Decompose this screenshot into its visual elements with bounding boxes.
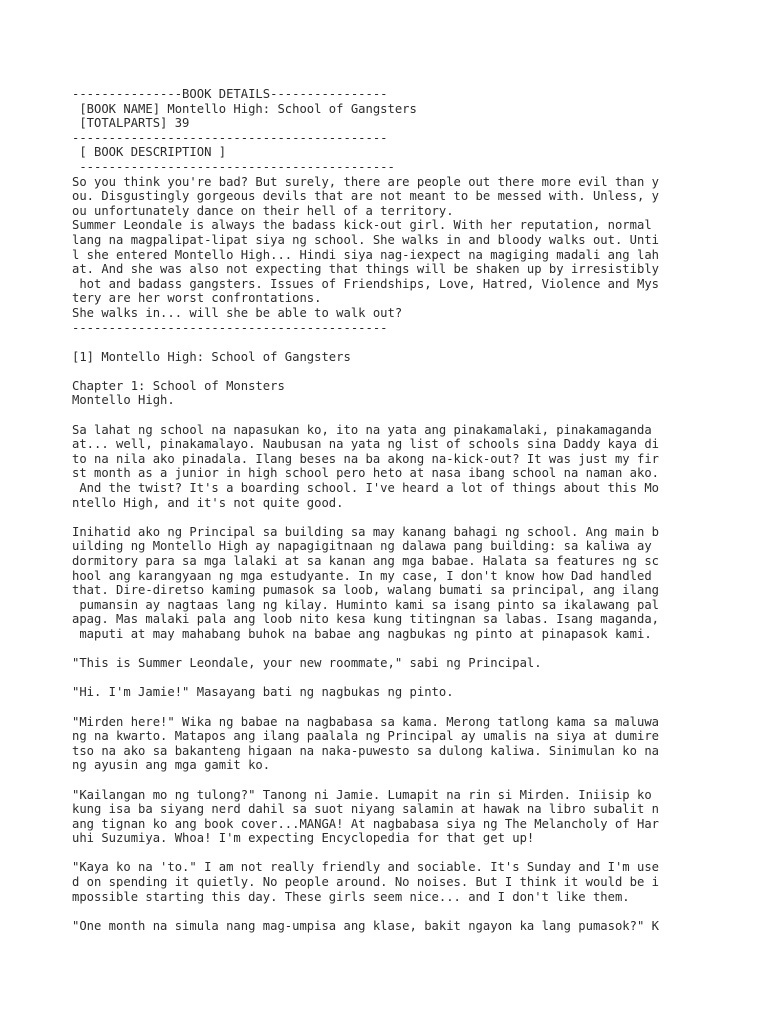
text-line: "Kailangan mo ng tulong?" Tanong ni Jamie. Lumapit na rin si Mirden. Iniisip ko <box>72 787 652 802</box>
text-line: Summer Leondale is always the badass kick-out girl. With her reputation, normal <box>72 218 652 233</box>
text-block <box>72 656 692 671</box>
document-page <box>72 87 692 933</box>
text-line: [1] Montello High: School of Gangsters <box>72 349 351 364</box>
text-block <box>72 350 692 365</box>
text-line: [TOTALPARTS] 39 <box>72 116 190 131</box>
text-line: Inihatid ako ng Principal sa building sa may kanang bahagi ng school. Ang main b <box>72 524 659 539</box>
paragraph-gap <box>72 510 692 525</box>
paragraph-gap <box>72 904 692 919</box>
text-line: dormitory para sa mga lalaki at sa kanan ang mga babae. Halata sa features ng sc <box>72 554 659 568</box>
paragraph-gap <box>72 671 692 686</box>
text-line: [BOOK NAME] Montello High: School of Gangsters <box>72 101 417 116</box>
text-block <box>72 379 692 408</box>
text-line: d on spending it quietly. No people around. No noises. But I think it would be i <box>72 875 659 890</box>
text-line: ------------------------------------------- <box>72 130 388 145</box>
paragraph-gap <box>72 408 692 423</box>
text-line: at... well, pinakamalayo. Naubusan na yata ng list of schools sina Daddy kaya di <box>72 437 659 452</box>
text-line: Montello High. <box>72 393 175 408</box>
text-line: hot and badass gangsters. Issues of Friendships, Love, Hatred, Violence and Mys <box>72 276 659 291</box>
text-line: Sa lahat ng school na napasukan ko, ito na yata ang pinakamalaki, pinakamaganda <box>72 422 652 437</box>
text-line: st month as a junior in high school pero heto at nasa ibang school na naman ako. <box>72 466 659 481</box>
text-line: "Mirden here!" Wika ng babae na nagbabasa sa kama. Merong tatlong kama sa maluwa <box>72 714 659 729</box>
text-block <box>72 919 692 934</box>
text-line: ou. Disgustingly gorgeous devils that are not meant to be messed with. Unless, y <box>72 189 659 204</box>
text-block <box>72 788 692 846</box>
text-line: And the twist? It's a boarding school. I've heard a lot of things about this Mo <box>72 481 659 496</box>
paragraph-gap <box>72 642 692 657</box>
text-line: l she entered Montello High... Hindi siya nag-iexpect na magiging madali ang lah <box>72 247 659 262</box>
text-line: maputi at may mahabang buhok na babae ang nagbukas ng pinto at pinapasok kami. <box>72 626 652 641</box>
text-line: "Kaya ko na 'to." I am not really friendly and sociable. It's Sunday and I'm use <box>72 860 659 875</box>
text-line: ---------------BOOK DETAILS---------------- <box>72 87 388 101</box>
text-line: apag. Mas malaki pala ang loob nito kesa kung titingnan sa labas. Isang maganda, <box>72 612 659 627</box>
text-line: tso na ako sa bakanteng higaan na naka-puwesto sa dulong kaliwa. Sinimulan ko na <box>72 743 659 758</box>
text-line: kung isa ba siyang nerd dahil sa suot niyang salamin at hawak na libro subalit n <box>72 802 659 817</box>
paragraph-gap <box>72 846 692 861</box>
text-line: that. Dire-diretso kaming pumasok sa loob, walang bumati sa principal, ang ilang <box>72 583 659 598</box>
text-line: lang na magpalipat-lipat siya ng school. She walks in and bloody walks out. Unti <box>72 232 659 247</box>
text-line: Chapter 1: School of Monsters <box>72 378 285 393</box>
text-block <box>72 525 692 642</box>
text-line: ou unfortunately dance on their hell of a territory. <box>72 203 454 218</box>
text-line: ng na kwarto. Matapos ang ilang paalala ng Principal ay umalis na siya at dumire <box>72 729 659 744</box>
paragraph-gap <box>72 335 692 350</box>
paragraph-gap <box>72 700 692 715</box>
text-block <box>72 87 692 335</box>
text-block <box>72 860 692 904</box>
text-line: So you think you're bad? But surely, there are people out there more evil than y <box>72 174 659 189</box>
text-line: She walks in... will she be able to walk out? <box>72 305 403 320</box>
text-line: ntello High, and it's not quite good. <box>72 495 344 510</box>
text-line: ------------------------------------------- <box>72 320 388 335</box>
text-line: "This is Summer Leondale, your new roommate," sabi ng Principal. <box>72 656 542 671</box>
text-line: "Hi. I'm Jamie!" Masayang bati ng nagbukas ng pinto. <box>72 685 454 700</box>
text-line: ang tignan ko ang book cover...MANGA! At nagbabasa siya ng The Melancholy of Har <box>72 816 659 831</box>
text-line: mpossible starting this day. These girls seem nice... and I don't like them. <box>72 889 630 904</box>
text-line: tery are her worst confrontations. <box>72 291 322 306</box>
paragraph-gap <box>72 773 692 788</box>
text-line: ------------------------------------------- <box>72 159 395 174</box>
text-line: to na nila ako pinadala. Ilang beses na ba akong na-kick-out? It was just my fir <box>72 451 659 466</box>
text-block <box>72 423 692 511</box>
paragraph-gap <box>72 364 692 379</box>
text-line: hool ang karangyaan ng mga estudyante. In my case, I don't know how Dad handled <box>72 568 652 583</box>
text-line: at. And she was also not expecting that things will be shaken up by irresistibly <box>72 262 659 277</box>
text-line: uhi Suzumiya. Whoa! I'm expecting Encyclopedia for that get up! <box>72 831 535 846</box>
text-line: [ BOOK DESCRIPTION ] <box>72 145 227 160</box>
text-line: uilding ng Montello High ay napagigitnaan ng dalawa pang building: sa kaliwa ay <box>72 539 652 554</box>
document-body <box>72 87 692 933</box>
text-line: pumansin ay nagtaas lang ng kilay. Huminto kami sa isang pinto sa ikalawang pal <box>72 597 659 612</box>
text-line: "One month na simula nang mag-umpisa ang klase, bakit ngayon ka lang pumasok?" K <box>72 918 659 933</box>
text-block <box>72 685 692 700</box>
text-line: ng ayusin ang mga gamit ko. <box>72 758 271 773</box>
text-block <box>72 715 692 773</box>
